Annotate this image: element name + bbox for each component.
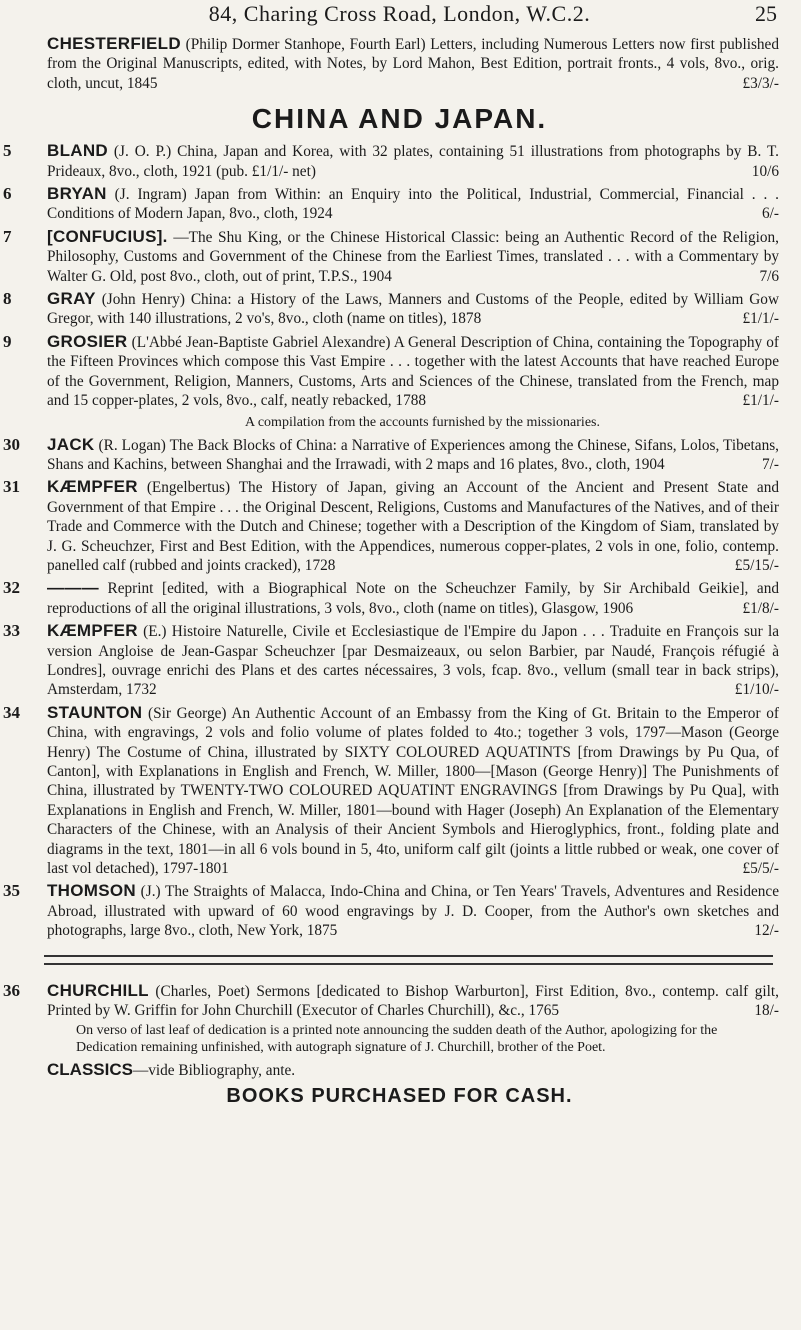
entry-author: ——— bbox=[47, 578, 99, 598]
entry-number: 35 bbox=[3, 881, 20, 901]
entry-author: KÆMPFER bbox=[47, 621, 138, 641]
entry-author: GROSIER bbox=[47, 331, 128, 351]
entry-note: On verso of last leaf of dedication is a printed note announcing the sudden death of the Author, apologizing for the Dedication remaining unfinished, with autograph signature of J. Churchill, brother of the Poet. bbox=[76, 1023, 718, 1056]
entry-price: £1/1/- bbox=[742, 310, 779, 328]
classics-heading: CLASSICS bbox=[47, 1060, 133, 1080]
entry-price: £3/3/- bbox=[742, 74, 779, 92]
entry-price: £5/15/- bbox=[734, 556, 779, 574]
entry-number: 34 bbox=[3, 702, 20, 722]
page-header bbox=[20, 0, 779, 34]
entry-number: 8 bbox=[3, 289, 12, 309]
catalogue-entry bbox=[3, 980, 779, 1021]
catalogue-entry bbox=[3, 184, 779, 224]
header-address: 84, Charing Cross Road, London, W.C.2. bbox=[208, 1, 591, 26]
entry-number: 7 bbox=[3, 226, 12, 246]
entry-text: (J. O. P.) China, Japan and Korea, with 32 plates, containing 51 illustrations from photographs by B. T. Prideaux, 8vo., cloth, 1921 (pub. £1/1/- net) bbox=[47, 143, 779, 180]
entry-text: Reprint [edited, with a Biographical Note on the Scheuchzer Family, by Sir Archibald Geikie], and reproductions of all the original illustrations, 3 vols, 8vo., cloth (name on titles), Glasgow, 1906 bbox=[47, 580, 779, 617]
footer-banner: BOOKS PURCHASED FOR CASH. bbox=[226, 1084, 573, 1107]
entry-text: (Sir George) An Authentic Account of an Embassy from the King of Gt. Britain to the Emperor of China, with engravings, 2 vols and folio volume of plates folded to 4to.; together 3 vols, 1797—Mason (George Henry) The Costume of China, illustrated by SIXTY COLOURED AQUATINTS [from Drawings by Pu Qua, of Canton], with Explanations in English and French, W. Miller, 1800—[Mason (George Henry)] The Punishments of China, illustrated by TWENTY-TWO COLOURED AQUATINT ENGRAVINGS [from Drawings by Pu Qua], with Explanations in English and French, W. Miller, 1801—bound with Hager (Joseph) An Explanation of the Elementary Characters of the Chinese, with an Analysis of their Ancient Symbols and Hieroglyphics, front., folding plate and diagrams in the text, 1801—in all 6 vols bound in 5, 4to, uniform calf gilt (joints a little rubbed or weak, one cover of last vol detached), 1797-1801 bbox=[47, 704, 779, 878]
entry-price: 6/- bbox=[762, 205, 779, 223]
entry-number: 32 bbox=[3, 578, 20, 598]
catalogue-entry bbox=[3, 477, 780, 575]
entry-number: 9 bbox=[3, 331, 12, 351]
entry-text: (L'Abbé Jean-Baptiste Gabriel Alexandre) A General Description of China, containing the Topography of the Fifteen Provinces which compose this Vast Empire . . . together with the latest Accounts that have reached Europe of the Government, Religion, Manners, Customs, Arts and Sciences of the Chinese, translated from the French, map and 15 copper-plates, 2 vols, 8vo., calf, neatly rebacked, 1788 bbox=[47, 333, 779, 410]
entry-number: 31 bbox=[3, 477, 20, 497]
entry-number: 33 bbox=[3, 621, 20, 641]
entry-text: (J. Ingram) Japan from Within: an Enquiry into the Political, Industrial, Commercial, Financial . . . Conditions of Modern Japan, 8vo., cloth, 1924 bbox=[47, 186, 779, 223]
double-rule-divider bbox=[44, 955, 773, 965]
catalogue-entry bbox=[3, 289, 780, 329]
intro-entry bbox=[20, 34, 779, 93]
catalogue-entry bbox=[3, 702, 779, 879]
catalogue-entry bbox=[3, 578, 779, 618]
catalogue-entry bbox=[3, 621, 779, 700]
entry-price: 7/6 bbox=[759, 267, 779, 285]
page-number: 25 bbox=[755, 1, 777, 26]
entry-text: (J.) The Straights of Malacca, Indo-China and China, or Ten Years' Travels, Adventures and Residence Abroad, illustrated with upward of 60 wood engravings by J. D. Cooper, from the Author's own sketches and photographs, large 8vo., cloth, New York, 1875 bbox=[47, 883, 779, 940]
entry-price: £5/5/- bbox=[742, 860, 779, 878]
catalogue-entry bbox=[3, 331, 779, 411]
entry-number: 36 bbox=[3, 980, 20, 1000]
entry-text: (Philip Dormer Stanhope, Fourth Earl) Letters, including Numerous Letters now first published from the Original Manuscripts, edited, with Notes, by Lord Mahon, Best Edition, portrait fronts., 4 vols, 8vo., orig. cloth, uncut, 1845 bbox=[47, 36, 779, 92]
entry-text: (Charles, Poet) Sermons [dedicated to Bishop Warburton], First Edition, 8vo., contemp. calf gilt, Printed by W. Griffin for John Churchill (Executor of Charles Churchill), &c., 1765 bbox=[47, 982, 779, 1020]
catalogue-entry bbox=[3, 434, 779, 475]
entry-text: (John Henry) China: a History of the Laws, Manners and Customs of the People, edited by William Gow Gregor, with 140 illustrations, 2 vo's, 8vo., cloth (name on titles), 1878 bbox=[47, 291, 780, 328]
catalogue-entry bbox=[3, 226, 780, 286]
entry-text: (E.) Histoire Naturelle, Civile et Ecclesiastique de l'Empire du Japon . . . Traduite en François sur la version Angloise de Jean-Gaspar Scheuchzer [par Desmaizeaux, ou selon Barbier, par Naudé, François réfugié à Londres], ouvrage enrichi des Plans et des cartes nécessaires, 3 vols, fcap. 8vo., vellum (small tear in back strips), Amsterdam, 1732 bbox=[47, 623, 779, 699]
entry-text: —The Shu King, or the Chinese Historical Classic: being an Authentic Record of the Religion, Philosophy, Customs and Government of the Chinese from the Earliest Times, translated . . . with a Commentary by Walter G. Old, post 8vo., cloth, out of print, T.P.S., 1904 bbox=[47, 228, 780, 285]
entry-number: 5 bbox=[3, 141, 12, 161]
entry-price: 7/- bbox=[762, 455, 779, 473]
entry-author: BRYAN bbox=[47, 184, 107, 204]
section-title: CHINA AND JAPAN. bbox=[251, 103, 548, 135]
entry-author: JACK bbox=[47, 434, 95, 454]
entry-text: (Engelbertus) The History of Japan, giving an Account of the Ancient and Present State and Government of that Empire . . . the Original Descent, Religions, Customs and Manufactures of the Natives, and of their Trade and Commerce with the Dutch and Chinese; together with a Description of the Kingdom of Siam, translated by J. G. Scheuchzer, First and Best Edition, with the Appendices, numerous copper-plates, 2 vols in one, folio, contemp. panelled calf (rubbed and joints cracked), 1728 bbox=[47, 479, 780, 574]
entry-price: £1/8/- bbox=[742, 599, 779, 617]
entry-price: 18/- bbox=[754, 1002, 779, 1020]
entry-author: BLAND bbox=[47, 141, 108, 161]
entry-price: £1/10/- bbox=[734, 681, 779, 699]
entry-note: A compilation from the accounts furnished by the missionaries. bbox=[245, 414, 600, 430]
entry-author: THOMSON bbox=[47, 881, 136, 901]
entry-price: 12/- bbox=[754, 922, 779, 940]
entry-price: 10/6 bbox=[751, 162, 779, 180]
classics-text: —vide Bibliography, ante. bbox=[132, 1062, 296, 1080]
entry-author: KÆMPFER bbox=[47, 477, 138, 497]
classics-crossref bbox=[20, 1060, 779, 1080]
entry-author: CHURCHILL bbox=[47, 980, 149, 1000]
entry-author: CHESTERFIELD bbox=[47, 34, 181, 53]
entry-text: (R. Logan) The Back Blocks of China: a Narrative of Experiences among the Chinese, Sifans, Lolos, Tibetans, Shans and Kachins, between Shanghai and the Irrawadi, with 2 maps and 16 plates, 8vo., cloth, 1904 bbox=[47, 436, 779, 473]
entry-number: 30 bbox=[3, 434, 20, 454]
entry-author: GRAY bbox=[47, 289, 96, 309]
entries-list bbox=[3, 141, 780, 940]
entry-number: 6 bbox=[3, 184, 12, 204]
entry-price: £1/1/- bbox=[742, 392, 779, 410]
entry-author: [CONFUCIUS]. bbox=[47, 226, 168, 246]
entry-author: STAUNTON bbox=[47, 702, 143, 722]
catalogue-entry bbox=[3, 141, 779, 181]
catalogue-entry bbox=[3, 881, 779, 940]
